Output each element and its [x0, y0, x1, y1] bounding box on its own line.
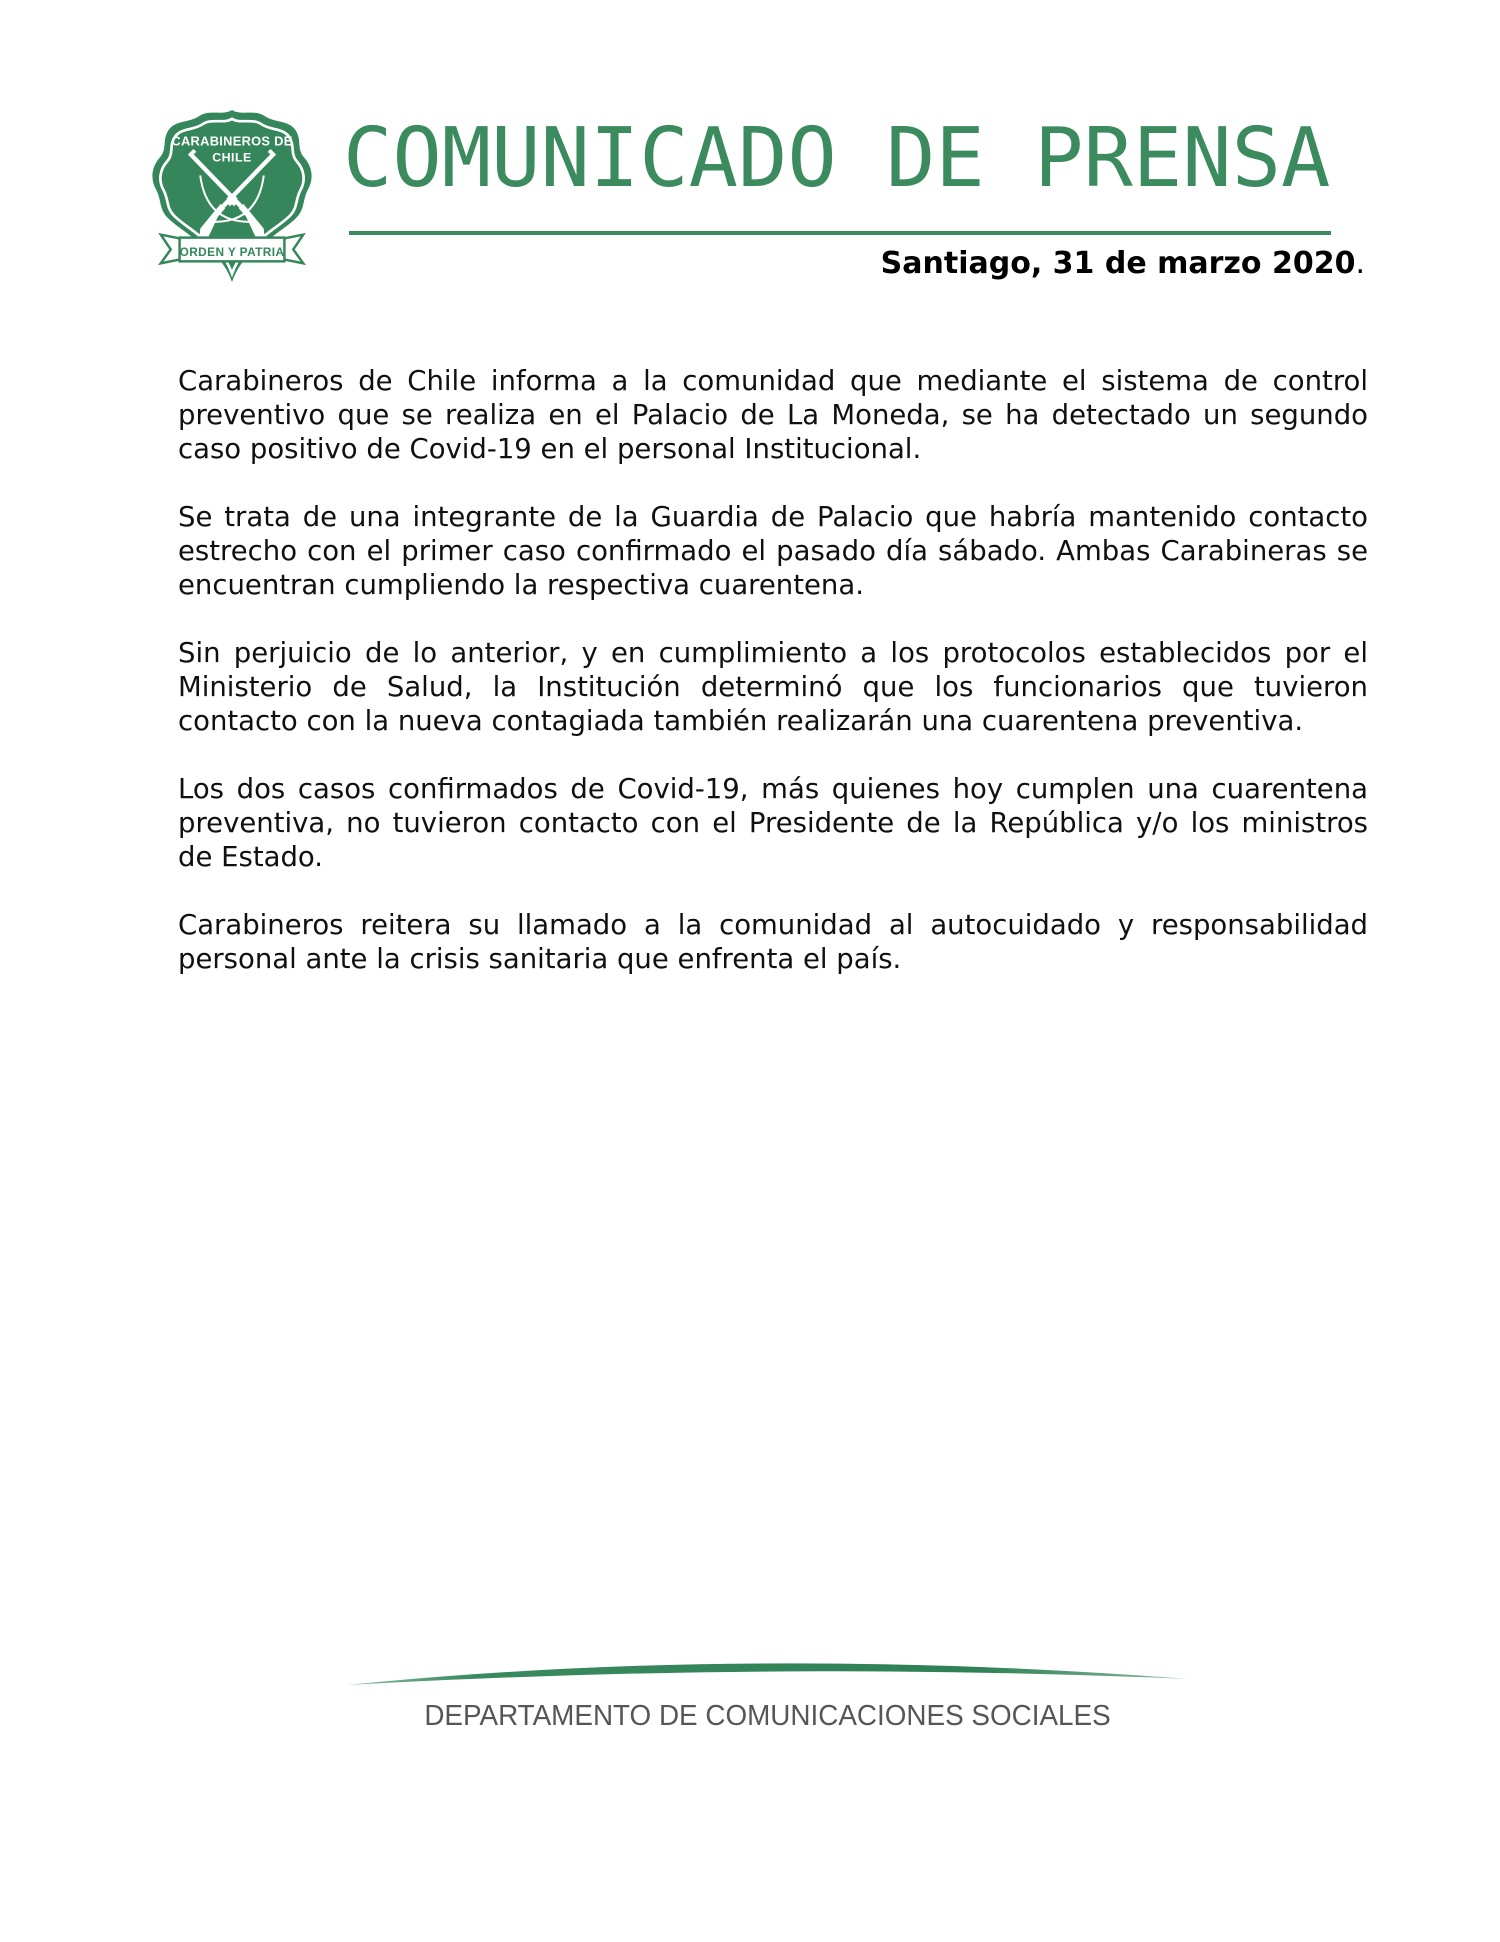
logo-text-line2: CHILE	[212, 150, 252, 165]
ribbon-banner	[161, 235, 303, 264]
logo-banner-text: ORDEN Y PATRIA	[179, 244, 285, 259]
paragraph: Los dos casos confirmados de Covid-19, más quienes hoy cumplen una cuarentena preventiva, no tuvieron contacto con el Presidente de la República y/o los ministros de Estado.	[178, 773, 1368, 873]
carabineros-crest-logo	[143, 103, 321, 303]
footer-department: DEPARTAMENTO DE COMUNICACIONES SOCIALES	[424, 1700, 1111, 1732]
paragraph: Carabineros de Chile informa a la comunidad que mediante el sistema de control preventivo que se realiza en el Palacio de La Moneda, se ha detectado un segundo caso positivo de Covid-19 en el personal Institucional.	[178, 365, 1368, 465]
dateline	[881, 246, 1365, 282]
masthead-rule	[349, 231, 1331, 235]
paragraph: Carabineros reitera su llamado a la comunidad al autocuidado y responsabilidad personal ante la crisis sanitaria que enfrenta el país.	[178, 909, 1368, 975]
footer-swoosh-icon	[345, 1645, 1190, 1691]
logo-text-line1: CARABINEROS DE	[171, 133, 293, 149]
dateline-period: .	[1355, 246, 1365, 281]
masthead-title: COMUNICADO DE PRENSA	[343, 111, 1331, 206]
press-release-body	[178, 364, 1368, 1010]
paragraph: Sin perjuicio de lo anterior, y en cumplimiento a los protocolos establecidos por el Ministerio de Salud, la Institución determinó que los funcionarios que tuvieron contacto con la nueva contagiada también realizarán una cuarentena preventiva.	[178, 637, 1368, 737]
dateline-text: Santiago, 31 de marzo 2020	[880, 246, 1356, 281]
paragraph: Se trata de una integrante de la Guardia de Palacio que habría mantenido contacto estrecho con el primer caso confirmado el pasado día sábado. Ambas Carabineras se encuentran cumpliendo la respectiva cuarentena.	[178, 501, 1368, 601]
